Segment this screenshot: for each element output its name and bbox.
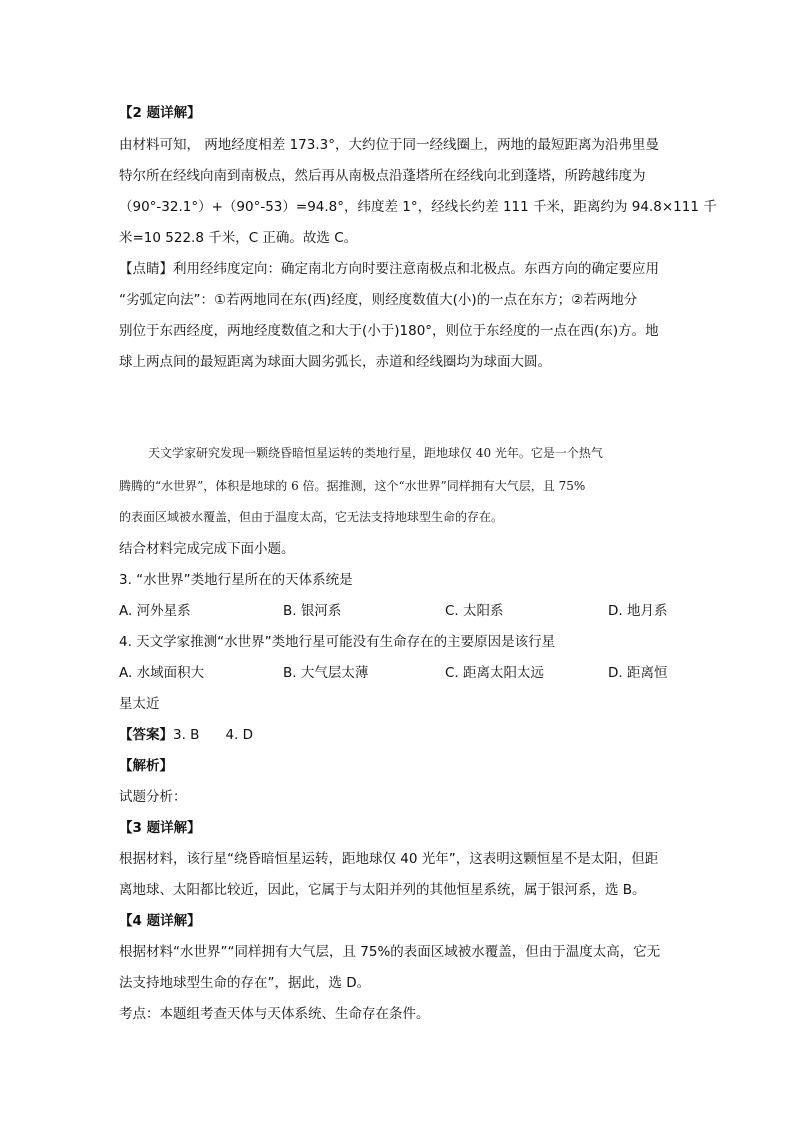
q3-option-d: D. 地月系	[608, 603, 668, 619]
q4-detail-line: 法支持地球型生命的存在”，据此，选 D。	[119, 975, 371, 991]
q4-detail-heading: 【4 题详解】	[119, 913, 201, 929]
answer-q3: 3. B	[173, 727, 200, 743]
q2-detail-line: 由材料可知， 两地经度相差 173.3°，大约位于同一经线圈上，两地的最短距离为沿弗里曼	[119, 137, 659, 153]
q3-detail-heading: 【3 题详解】	[119, 820, 201, 836]
q4-option-c: C. 距离太阳太远	[445, 665, 545, 681]
tip-line: 【点睛】利用经纬度定向：确定南北方向时要注意南极点和北极点。东西方向的确定要应用	[119, 261, 659, 277]
material-line: 的表面区域被水覆盖，但由于温度太高，它无法支持地球型生命的存在。	[119, 510, 504, 524]
tip-line: 球上两点间的最短距离为球面大圆劣弧长，赤道和经线圈均为球面大圆。	[119, 354, 551, 370]
q3-stem: 3. “水世界”类地行星所在的天体系统是	[119, 572, 353, 588]
material-instruction: 结合材料完成完成下面小题。	[119, 541, 295, 557]
kaodian-line: 考点：本题组考查天体与天体系统、生命存在条件。	[119, 1006, 430, 1022]
q4-option-b: B. 大气层太薄	[283, 665, 369, 681]
q2-detail-line: 米=10 522.8 千米，C 正确。故选 C。	[119, 230, 358, 246]
q3-detail-line: 离地球、太阳都比较近，因此，它属于与太阳并列的其他恒星系统，属于银河系，选 B。	[119, 882, 646, 898]
q3-option-c: C. 太阳系	[445, 603, 504, 619]
q3-option-a: A. 河外星系	[119, 603, 191, 619]
q2-detail-line: （90°-32.1°）+（90°-53）=94.8°，纬度差 1°，经线长约差 111 千米，距离约为 94.8×111 千	[119, 199, 717, 215]
tip-line: “劣弧定向法”：①若两地同在东(西)经度，则经度数值大(小)的一点在东方；②若两地分	[119, 292, 638, 308]
answer-line	[119, 725, 675, 745]
q4-option-d-continuation: 星太近	[119, 696, 160, 712]
q4-option-a: A. 水域面积大	[119, 665, 205, 681]
q2-detail-heading: 【2 题详解】	[119, 105, 201, 121]
tip-line: 别位于东西经度，两地经度数值之和大于(小于)180°，则位于东经度的一点在西(东)方。地	[119, 323, 659, 339]
q4-option-d: D. 距离恒	[608, 665, 668, 681]
q3-detail-line: 根据材料，该行星“绕昏暗恒星运转，距地球仅 40 光年”，这表明这颗恒星不是太阳，但距	[119, 851, 659, 867]
answer-q4: 4. D	[225, 727, 254, 743]
q4-stem: 4. 天文学家推测“水世界”类地行星可能没有生命存在的主要原因是该行星	[119, 634, 556, 650]
q3-option-b: B. 银河系	[283, 603, 342, 619]
q4-detail-line: 根据材料“水世界”“同样拥有大气层，且 75%的表面区域被水覆盖，但由于温度太高，它无	[119, 944, 661, 960]
q2-detail-line: 特尔所在经线向南到南极点，然后再从南极点沿蓬塔所在经线向北到蓬塔，所跨越纬度为	[119, 168, 646, 184]
material-line: 腾腾的“水世界”，体积是地球的 6 倍。据推测，这个“水世界”同样拥有大气层，且 75%	[119, 479, 586, 493]
analysis-heading: 【解析】	[119, 758, 173, 774]
answer-label: 【答案】	[119, 727, 173, 743]
analysis-intro: 试题分析：	[119, 789, 187, 805]
material-line: 天文学家研究发现一颗绕昏暗恒星运转的类地行星，距地球仅 40 光年。它是一个热气	[148, 446, 603, 460]
